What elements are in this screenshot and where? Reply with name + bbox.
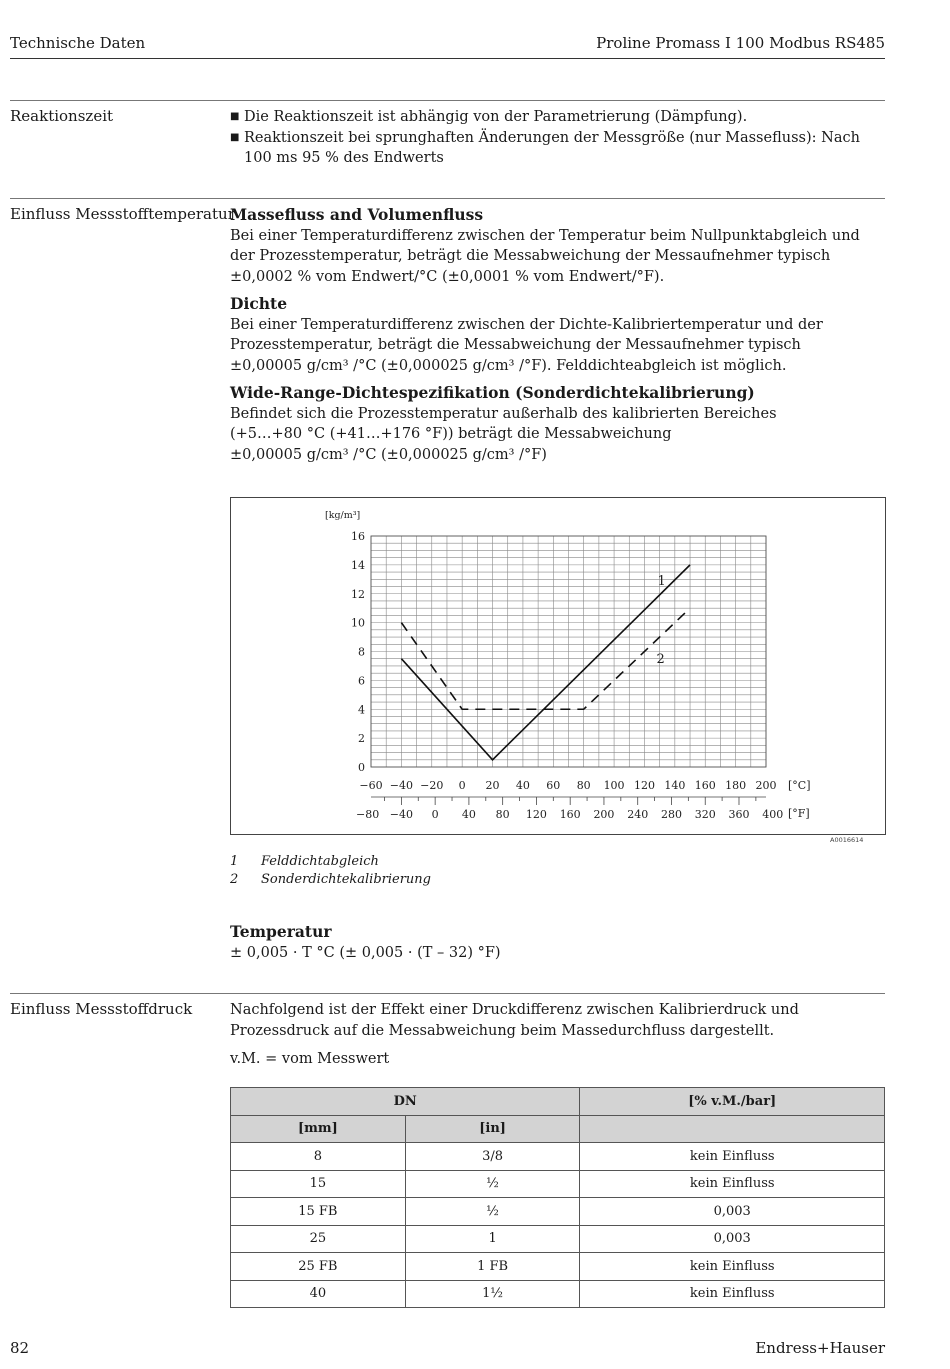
header-in: [in]	[405, 1115, 580, 1143]
x-tick-label-f: 360	[728, 808, 750, 821]
x-tick-label-c: −60	[359, 779, 383, 792]
header-left: Technische Daten	[10, 34, 146, 52]
x-tick-label-f: 200	[593, 808, 615, 821]
x-tick-label-f: −40	[389, 808, 413, 821]
x-tick-label-c: 140	[664, 779, 686, 792]
legend-item: 1 Felddichtabgleich	[230, 854, 379, 869]
wide-range-text-3: ±0,00005 g/cm³ /°C (±0,000025 g/cm³ /°F)	[230, 446, 547, 463]
y-tick-label: 2	[358, 732, 365, 746]
legend-item: 2 Sonderdichtekalibrierung	[230, 872, 431, 887]
x-tick-label-f: 0	[431, 808, 439, 821]
x-tick-label-c: 200	[755, 779, 777, 792]
cell-mm: 15	[231, 1170, 406, 1198]
x-tick-label-f: 120	[525, 808, 547, 821]
page-number: 82	[10, 1339, 30, 1357]
x-tick-label-f: 240	[627, 808, 649, 821]
cell-in: 1½	[405, 1280, 580, 1308]
y-axis-label: [kg/m³]	[325, 510, 361, 521]
abbreviation-note: v.M. = vom Messwert	[230, 1051, 390, 1067]
y-tick-label: 6	[358, 674, 365, 688]
header-percent: [% v.M./bar]	[580, 1088, 885, 1116]
x-axis-label-f: [°F]	[788, 807, 810, 820]
series-label-1: 1	[657, 574, 666, 590]
cell-in: ½	[405, 1170, 580, 1198]
cell-value: kein Einfluss	[580, 1253, 885, 1281]
dichte-heading: Dichte	[230, 294, 288, 313]
table-row	[231, 1253, 885, 1281]
table-subheader-row	[231, 1115, 885, 1143]
series-label-2: 2	[656, 652, 665, 668]
bullet-item: ■ Reaktionszeit bei sprunghaften Änderungen der Messgröße (nur Massefluss): Nach 100 ms 95 % des Endwerts	[230, 128, 866, 169]
cell-mm: 25 FB	[231, 1253, 406, 1281]
chart-legend	[230, 853, 431, 889]
x-tick-label-f: 80	[495, 808, 510, 821]
x-tick-label-c: 100	[603, 779, 625, 792]
x-axis-label-c: [°C]	[788, 779, 811, 792]
header-right: Proline Promass I 100 Modbus RS485	[596, 34, 885, 52]
cell-value: kein Einfluss	[580, 1280, 885, 1308]
header-rule	[10, 58, 885, 59]
section-divider	[10, 198, 885, 199]
x-tick-label-c: 80	[576, 779, 591, 792]
cell-value: kein Einfluss	[580, 1170, 885, 1198]
cell-in: 3/8	[405, 1143, 580, 1171]
druck-text-block	[230, 1000, 886, 1070]
x-tick-label-c: 60	[546, 779, 561, 792]
x-tick-label-f: 40	[461, 808, 476, 821]
x-tick-label-c: 180	[725, 779, 747, 792]
cell-mm: 25	[231, 1225, 406, 1253]
x-tick-label-c: 120	[633, 779, 655, 792]
table-row	[231, 1143, 885, 1171]
temperatur-text: ± 0,005 · T °C (± 0,005 · (T – 32) °F)	[230, 944, 501, 961]
cell-mm: 40	[231, 1280, 406, 1308]
cell-mm: 15 FB	[231, 1198, 406, 1226]
x-tick-label-f: 400	[762, 808, 784, 821]
x-tick-label-c: 160	[694, 779, 716, 792]
header-dn: DN	[231, 1088, 580, 1116]
cell-in: 1 FB	[405, 1253, 580, 1281]
table-row	[231, 1170, 885, 1198]
x-tick-label-f: 320	[694, 808, 716, 821]
bullet-item: ■ Die Reaktionszeit ist abhängig von der Parametrierung (Dämpfung).	[230, 107, 886, 128]
druck-intro: Nachfolgend ist der Effekt einer Druckdifferenz zwischen Kalibrierdruck und Prozessdruck auf die Messabweichung beim Massedurchfluss dargestellt.	[230, 1002, 799, 1039]
x-tick-label-c: −40	[389, 779, 413, 792]
x-tick-label-c: 20	[485, 779, 500, 792]
y-tick-label: 10	[351, 616, 365, 630]
cell-mm: 8	[231, 1143, 406, 1171]
x-tick-label-c: 40	[515, 779, 530, 792]
y-tick-label: 16	[351, 530, 365, 543]
cell-value: 0,003	[580, 1225, 885, 1253]
table-row	[231, 1225, 885, 1253]
label-messstoffdruck: Einfluss Messstoffdruck	[10, 1000, 193, 1018]
table-row	[231, 1280, 885, 1308]
table-header-row	[231, 1088, 885, 1116]
massefluss-heading: Massefluss and Volumenfluss	[230, 205, 484, 224]
y-tick-label: 8	[358, 645, 365, 659]
temperatur-heading: Temperatur	[230, 922, 332, 941]
y-tick-label: 0	[358, 761, 365, 774]
temperatur-block	[230, 922, 886, 963]
x-tick-label-f: 160	[559, 808, 581, 821]
wide-range-text-2: (+5…+80 °C (+41…+176 °F)) beträgt die Messabweichung	[230, 426, 672, 442]
density-chart-frame	[230, 497, 886, 835]
dichte-text-1: Bei einer Temperaturdifferenz zwischen der Dichte-Kalibriertemperatur und der Prozesstemperatur, beträgt die Messabweichung der Messaufnehmer typisch	[230, 316, 823, 353]
x-tick-label-c: 0	[458, 779, 466, 792]
cell-in: 1	[405, 1225, 580, 1253]
header-empty	[580, 1115, 885, 1143]
table-row	[231, 1198, 885, 1226]
y-tick-label: 4	[358, 703, 365, 717]
label-messstofftemperatur: Einfluss Messstofftemperatur	[10, 205, 235, 223]
y-tick-label: 14	[351, 558, 365, 572]
x-tick-label-f: −80	[356, 808, 380, 821]
section-divider	[10, 100, 885, 101]
figure-code: A0016614	[830, 836, 864, 844]
density-chart	[231, 498, 885, 834]
series-line-1	[401, 565, 690, 760]
header-mm: [mm]	[231, 1115, 406, 1143]
wide-range-text-1: Befindet sich die Prozesstemperatur außerhalb des kalibrierten Bereiches	[230, 405, 777, 422]
reaktionszeit-list	[230, 107, 886, 169]
section-divider	[10, 993, 885, 994]
cell-in: ½	[405, 1198, 580, 1226]
x-tick-label-f: 280	[660, 808, 682, 821]
label-reaktionszeit: Reaktionszeit	[10, 107, 114, 125]
y-tick-label: 12	[351, 587, 365, 601]
cell-value: 0,003	[580, 1198, 885, 1226]
pressure-effect-table	[230, 1087, 885, 1308]
x-tick-label-c: −20	[420, 779, 444, 792]
cell-value: kein Einfluss	[580, 1143, 885, 1171]
footer-brand: Endress+Hauser	[755, 1339, 885, 1357]
wide-range-heading: Wide-Range-Dichtespezifikation (Sonderdichtekalibrierung)	[230, 383, 755, 402]
dichte-text-2: ±0,00005 g/cm³ /°C (±0,000025 g/cm³ /°F). Felddichteabgleich ist möglich.	[230, 357, 787, 374]
temperature-text-block	[230, 205, 886, 465]
massefluss-text: Bei einer Temperaturdifferenz zwischen der Temperatur beim Nullpunktabgleich und der Prozesstemperatur, beträgt die Messabweichung der Messaufnehmer typisch ±0,0002 % vom Endwert/°C (±0,0001 % vom Endwert/°F).	[230, 227, 860, 285]
